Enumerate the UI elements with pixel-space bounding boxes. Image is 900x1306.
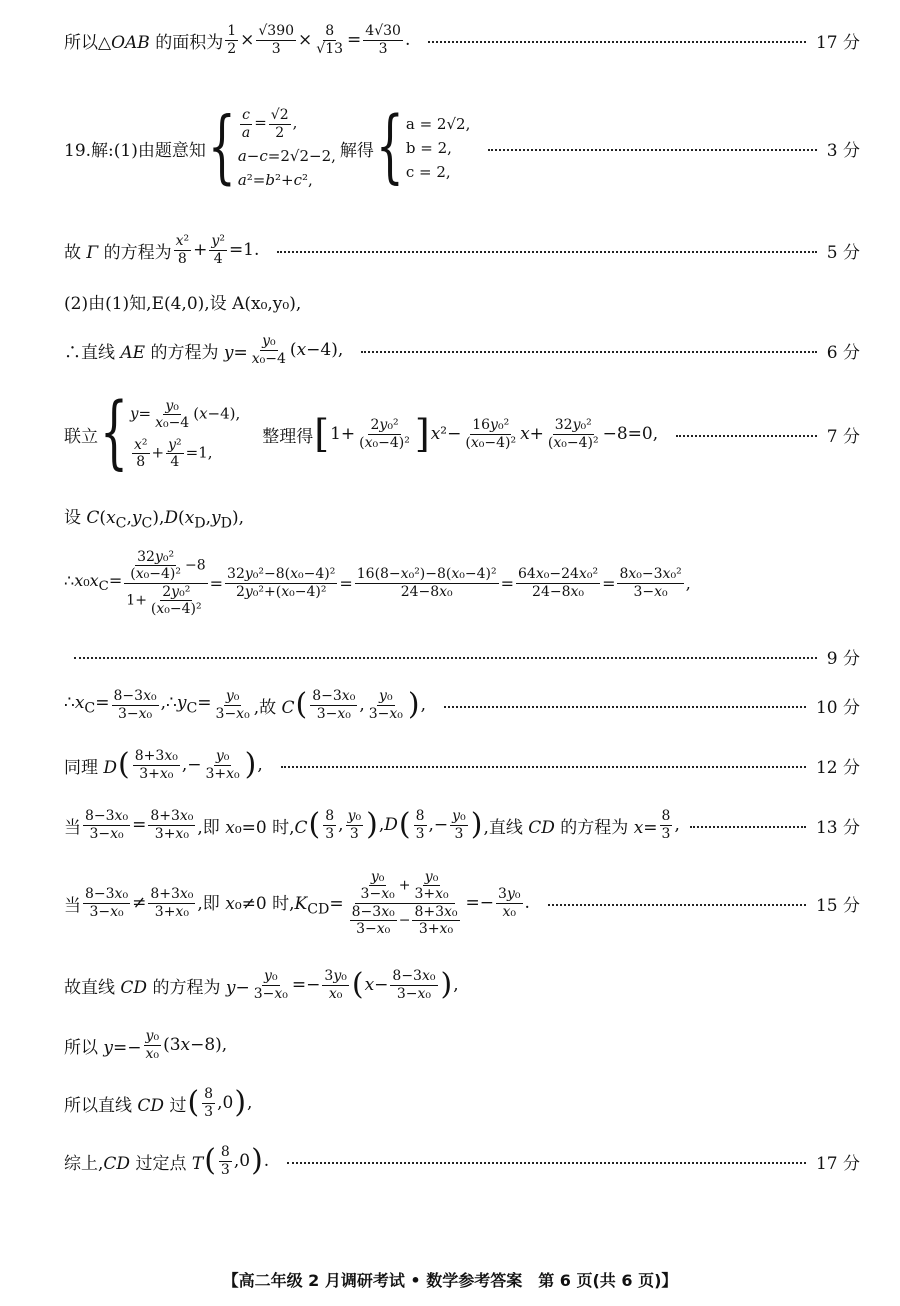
math-expression: 联立 { y= $\frac{\text{y₀}}{\text{x₀−4}}$ (x−4), $\frac{\text{x²}}{8}$ + $\frac{\text{y²}}{4}$ =1, 整理得 [ 1+ $\frac{\text{2y₀²}}{\text{(x₀−4)²}}$ ] x²− $\frac{\text{16y₀²}}{\text{(x₀−4)²}}$ x+ $\frac{\text{32y₀²}}{\text{(x₀−4)²}}$ −8=0,: [64, 387, 659, 479]
equation-system: { y= $\frac{\text{y₀}}{\text{x₀−4}}$ (x−4), $\frac{\text{x²}}{8}$ + $\frac{\text{y²}}{4}$ =1,: [100, 387, 241, 479]
solution-line: [64, 18, 860, 62]
solution-line: [64, 1138, 860, 1184]
score: 15 分: [815, 895, 860, 916]
dot-leader: [444, 706, 806, 708]
solution-line: [64, 742, 860, 788]
score: 6 分: [826, 342, 860, 363]
math-expression: ∴直线 AE 的方程为 y= $\frac{\text{y₀}}{\text{x₀−4}}$ (x−4),: [64, 333, 344, 367]
math-expression: 19.解:(1)由题意知 { $\frac{c}{a}$ = $\frac{√2}{2}$ , a−c=2√2−2, a²=b²+c², 解得 { a = 2√2, b = 2, c = 2,: [64, 101, 471, 193]
solution-line: [64, 860, 860, 946]
solution-line: [64, 962, 860, 1008]
score: 9 分: [826, 648, 860, 669]
math-expression: 故 Γ 的方程为 $\frac{\text{x²}}{8}$ + $\frac{\text{y²}}{4}$ =1.: [64, 233, 260, 267]
score: 3 分: [826, 140, 860, 161]
solution-line: [64, 286, 860, 316]
score: 17 分: [815, 1153, 860, 1174]
math-expression: 所以直线 CD 过 ( $\frac{8}{3}$ ,0 ) ,: [64, 1085, 253, 1120]
page-footer: 【高二年级 2 月调研考试 • 数学参考答案 第 6 页(共 6 页)】: [222, 1271, 678, 1290]
math-expression: 故直线 CD 的方程为 y− $\frac{\text{y₀}}{\text{3−x₀}}$ =− $\frac{\text{3y₀}}{\text{x₀}}$ ( x − $\frac{\text{8−3x₀}}{\text{3−x₀}}$ ) ,: [64, 967, 459, 1002]
dot-leader: [74, 657, 817, 659]
solution-system: { a = 2√2, b = 2, c = 2,: [375, 101, 471, 193]
math-expression: 当 $\frac{\text{8−3x₀}}{\text{3−x₀}}$ = $\frac{\text{8+3x₀}}{\text{3+x₀}}$ ,即 x₀=0 时,C ( $\frac{8}{3}$ , $\frac{\text{y₀}}{3}$ ) ,D ( $\frac{8}{3}$ ,− $\frac{\text{y₀}}{3}$ ) ,直线 CD 的方程为 x= $\frac{8}{3}$ ,: [64, 807, 680, 842]
equation-system: { $\frac{c}{a}$ = $\frac{√2}{2}$ , a−c=2√2−2, a²=b²+c²,: [207, 101, 336, 193]
math-expression: $\therefore x_0x_C=$ $\frac{\text{32y₀²}}{\text{(x₀−4)²}}$ −8 1+ $\frac{\text{2y₀²}}{\text{(x₀−4)²}}$ = $\frac{\text{32y₀²−8(x₀−4)²}}{\text{2y₀²+(x₀−4)²}}$ = $\frac{\text{16(8−x₀²)−8(x₀−4)²}}{\text{24−8x₀}}$ = $\frac{\text{64x₀−24x₀²}}{\text{24−8x₀}}$ = $\frac{\text{8x₀−3x₀²}}{\text{3−x₀}}$ ,: [64, 549, 691, 617]
math-expression: $\therefore x_C=$ $\frac{\text{8−3x₀}}{\text{3−x₀}}$ $,\therefore y_C=$ $\frac{\text{y₀}}{\text{3−x₀}}$ ,故 C ( $\frac{\text{8−3x₀}}{\text{3−x₀}}$ , $\frac{\text{y₀}}{\text{3−x₀}}$ ) ,: [64, 687, 427, 722]
math-expression: 设 $C(x_C,y_C),D(x_D,y_D)$,: [64, 507, 245, 532]
solution-line: [64, 682, 860, 728]
dot-leader: [488, 149, 816, 151]
solution-line: [64, 540, 860, 626]
dot-leader: [277, 251, 816, 253]
solution-line: [64, 328, 860, 372]
solution-line: [64, 228, 860, 272]
solution-line: [64, 1022, 860, 1068]
solution-line: [64, 84, 860, 212]
solution-line: [64, 642, 860, 670]
math-expression: 同理 D ( $\frac{\text{8+3x₀}}{\text{3+x₀}}$ ,− $\frac{\text{y₀}}{\text{3+x₀}}$ ) ,: [64, 747, 263, 782]
score: 10 分: [815, 697, 860, 718]
math-expression: 综上,CD 过定点 T ( $\frac{8}{3}$ ,0 ) .: [64, 1143, 270, 1178]
dot-leader: [548, 904, 806, 906]
dot-leader: [690, 826, 806, 828]
math-expression: 所以△OAB 的面积为 $\frac{1}{2}$ × $\frac{√390}{3}$ × $\frac{8}{√13}$ = $\frac{4√30}{3}$ .: [64, 23, 411, 57]
dot-leader: [676, 435, 817, 437]
math-expression: 当 $\frac{\text{8−3x₀}}{\text{3−x₀}}$ ≠ $\frac{\text{8+3x₀}}{\text{3+x₀}}$ ,即 x₀≠0 时$,K_{CD}=$ $\frac{\text{y₀}}{\text{3−x₀}}$ + $\frac{\text{y₀}}{\text{3+x₀}}$ $\frac{\text{8−3x₀}}{\text{3−x₀}}$ − $\frac{\text{8+3x₀}}{\text{3+x₀}}$ =− $\frac{\text{3y₀}}{\text{x₀}}$ .: [64, 869, 530, 937]
solution-line: [64, 802, 860, 848]
score: 13 分: [815, 817, 860, 838]
solution-line: [64, 1080, 860, 1126]
solution-line: [64, 502, 860, 532]
math-expression: (2)由(1)知,E(4,0),设 A(x₀,y₀),: [64, 293, 302, 314]
solution-line: [64, 388, 860, 480]
dot-leader: [428, 41, 806, 43]
score: 7 分: [826, 426, 860, 447]
dot-leader: [361, 351, 817, 353]
score: 12 分: [815, 757, 860, 778]
score: 17 分: [815, 32, 860, 53]
dot-leader: [287, 1162, 806, 1164]
score: 5 分: [826, 242, 860, 263]
math-expression: 所以 y=− $\frac{\text{y₀}}{\text{x₀}}$ (3x−8),: [64, 1028, 228, 1062]
dot-leader: [281, 766, 806, 768]
